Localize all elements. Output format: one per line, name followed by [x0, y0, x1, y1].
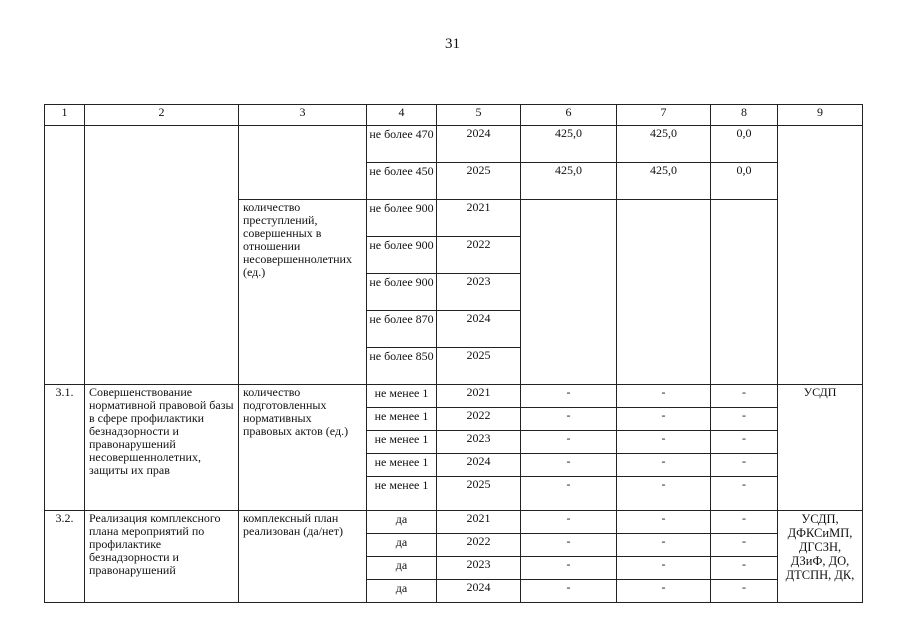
finance-cell [617, 200, 711, 385]
finance-cell: - [521, 454, 617, 477]
finance-cell: - [617, 534, 711, 557]
finance-cell: - [711, 511, 778, 534]
value-cell: да [367, 557, 437, 580]
finance-cell: - [617, 511, 711, 534]
page-number: 31 [445, 36, 460, 52]
year-cell: 2022 [437, 534, 521, 557]
finance-cell: - [521, 408, 617, 431]
year-cell: 2024 [437, 580, 521, 603]
value-cell: да [367, 511, 437, 534]
finance-cell: - [521, 477, 617, 511]
finance-cell: 0,0 [711, 126, 778, 163]
header-cell: 1 [45, 105, 85, 126]
finance-cell: - [521, 385, 617, 408]
year-cell: 2021 [437, 511, 521, 534]
header-cell: 6 [521, 105, 617, 126]
finance-cell: - [711, 385, 778, 408]
indicator-cell: комплексный план реализован (да/нет) [239, 511, 367, 603]
finance-cell: 425,0 [617, 126, 711, 163]
finance-cell: 0,0 [711, 163, 778, 200]
finance-cell: - [521, 580, 617, 603]
finance-cell: - [711, 557, 778, 580]
indicator-cell: количество преступлений, совершенных в отношении несовершеннолетних (ед.) [239, 200, 367, 385]
year-cell: 2021 [437, 200, 521, 237]
header-cell: 5 [437, 105, 521, 126]
finance-cell: - [617, 431, 711, 454]
value-cell: не более 470 [367, 126, 437, 163]
num-cell [45, 126, 85, 385]
finance-cell: - [521, 557, 617, 580]
value-cell: да [367, 580, 437, 603]
finance-cell: - [617, 477, 711, 511]
finance-cell: - [617, 557, 711, 580]
value-cell: не менее 1 [367, 431, 437, 454]
year-cell: 2021 [437, 385, 521, 408]
value-cell: не менее 1 [367, 385, 437, 408]
finance-cell: - [711, 431, 778, 454]
finance-cell: 425,0 [521, 163, 617, 200]
year-cell: 2023 [437, 557, 521, 580]
executor-cell: УСДП [778, 385, 863, 511]
name-cell [85, 126, 239, 385]
finance-cell: - [711, 580, 778, 603]
indicator-cell [239, 126, 367, 200]
value-cell: не более 900 [367, 200, 437, 237]
finance-cell: - [617, 408, 711, 431]
finance-cell: - [711, 454, 778, 477]
value-cell: не менее 1 [367, 408, 437, 431]
finance-cell: - [521, 431, 617, 454]
indicators-table [44, 104, 863, 603]
year-cell: 2023 [437, 274, 521, 311]
finance-cell: - [711, 477, 778, 511]
table-row [45, 385, 863, 408]
year-cell: 2024 [437, 311, 521, 348]
table-row [45, 511, 863, 534]
value-cell: не менее 1 [367, 454, 437, 477]
finance-cell: 425,0 [521, 126, 617, 163]
header-row [45, 105, 863, 126]
header-cell: 2 [85, 105, 239, 126]
header-cell: 4 [367, 105, 437, 126]
value-cell: да [367, 534, 437, 557]
value-cell: не менее 1 [367, 477, 437, 511]
finance-cell: - [711, 534, 778, 557]
finance-cell: 425,0 [617, 163, 711, 200]
finance-cell: - [521, 534, 617, 557]
year-cell: 2025 [437, 348, 521, 385]
executor-cell: УСДП, ДФКСиМП, ДГСЗН, ДЗиФ, ДО, ДТСПН, ДК, [778, 511, 863, 603]
finance-cell: - [521, 511, 617, 534]
value-cell: не более 450 [367, 163, 437, 200]
header-cell: 9 [778, 105, 863, 126]
indicator-cell: количество подготовленных нормативных правовых актов (ед.) [239, 385, 367, 511]
value-cell: не более 850 [367, 348, 437, 385]
year-cell: 2025 [437, 163, 521, 200]
year-cell: 2023 [437, 431, 521, 454]
value-cell: не более 900 [367, 237, 437, 274]
finance-cell: - [617, 385, 711, 408]
value-cell: не более 870 [367, 311, 437, 348]
finance-cell: - [711, 408, 778, 431]
name-cell: Реализация комплексного плана мероприятий по профилактике безнадзорности и правонарушений [85, 511, 239, 603]
num-cell: 3.2. [45, 511, 85, 603]
value-cell: не более 900 [367, 274, 437, 311]
year-cell: 2022 [437, 408, 521, 431]
finance-cell [711, 200, 778, 385]
finance-cell: - [617, 580, 711, 603]
name-cell: Совершенствование нормативной правовой базы в сфере профилактики безнадзорности и правонарушений несовершеннолетних, защиты их прав [85, 385, 239, 511]
year-cell: 2022 [437, 237, 521, 274]
table-row [45, 126, 863, 163]
header-cell: 7 [617, 105, 711, 126]
finance-cell: - [617, 454, 711, 477]
header-cell: 3 [239, 105, 367, 126]
num-cell: 3.1. [45, 385, 85, 511]
header-cell: 8 [711, 105, 778, 126]
year-cell: 2025 [437, 477, 521, 511]
executor-cell [778, 126, 863, 385]
finance-cell [521, 200, 617, 385]
year-cell: 2024 [437, 126, 521, 163]
year-cell: 2024 [437, 454, 521, 477]
